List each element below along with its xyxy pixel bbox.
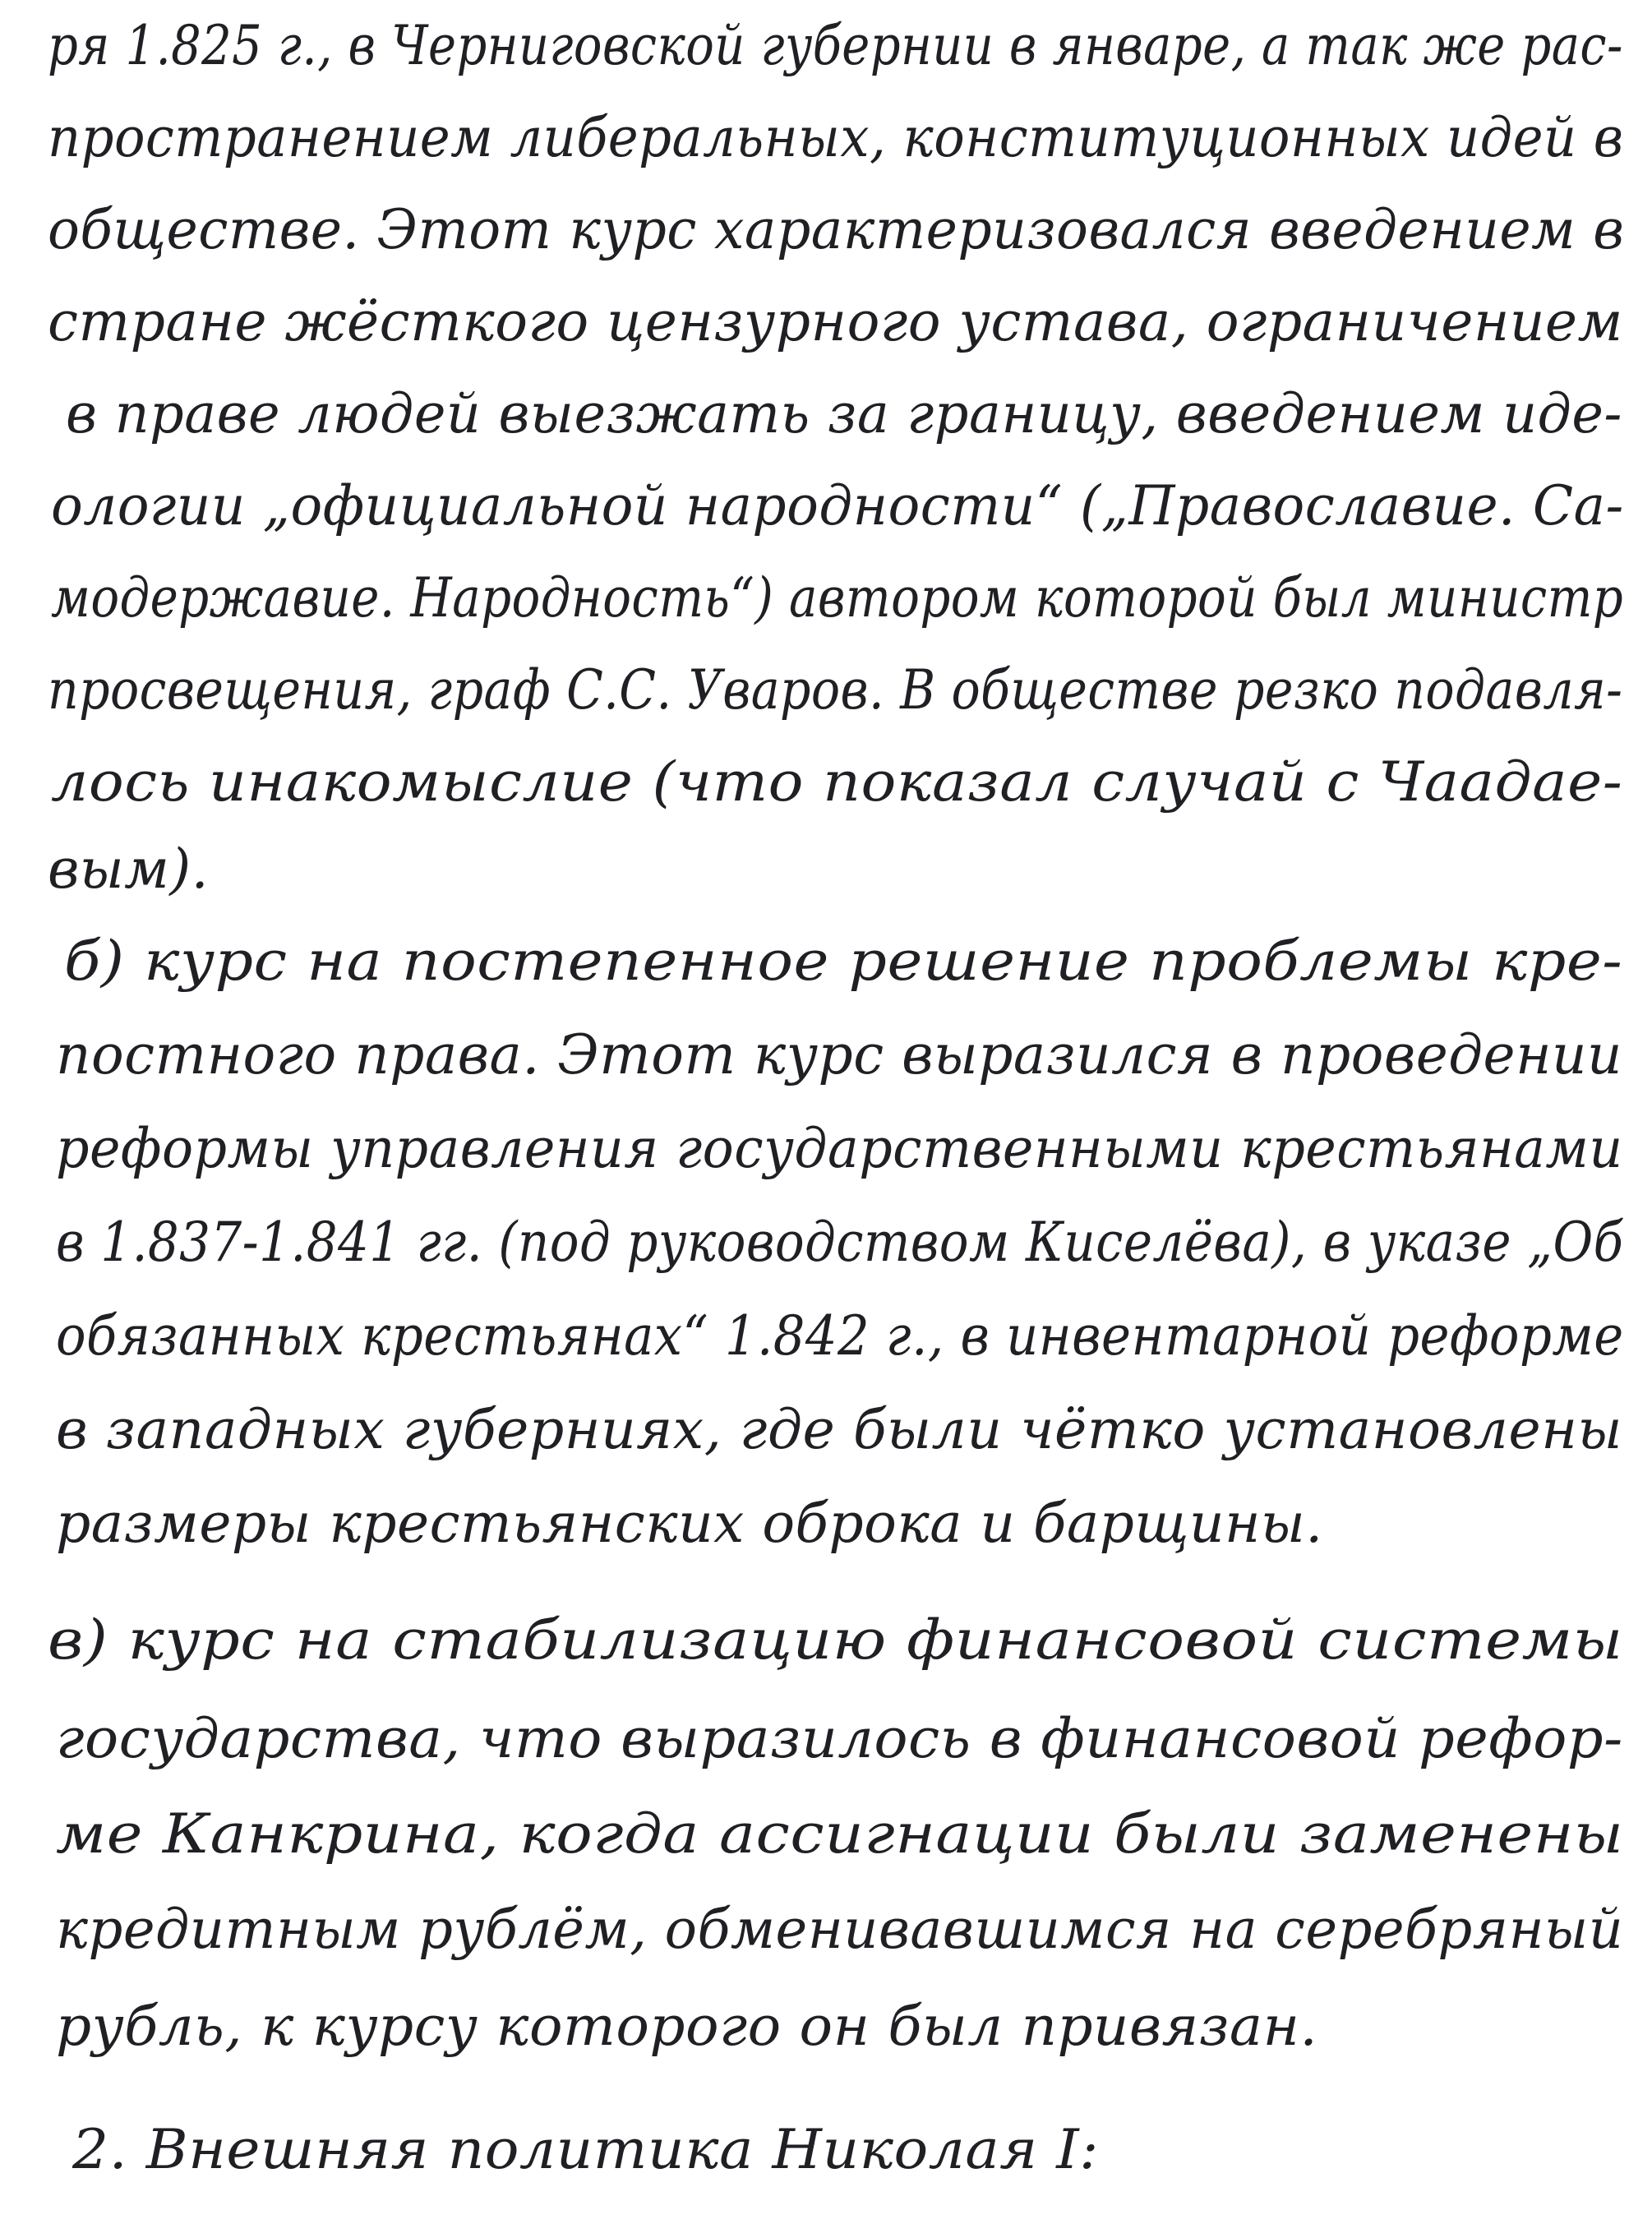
line-text: в западных губерниях, где были чётко установлены xyxy=(56,1398,1623,1461)
line-text: размеры крестьянских оброка и барщины. xyxy=(56,1492,1323,1555)
text-line xyxy=(0,0,1652,92)
line-text: обществе. Этот курс характеризовался введением в xyxy=(48,198,1625,261)
text-line xyxy=(0,916,1652,1008)
text-line xyxy=(0,736,1652,828)
line-text: обязанных крестьянах“ 1.842 г., в инвентарной реформе xyxy=(56,1304,1624,1368)
line-text: в праве людей выезжать за границу, введением иде- xyxy=(66,382,1622,445)
line-text: в 1.837-1.841 гг. (под руководством Киселёва), в указе „Об xyxy=(56,1211,1624,1274)
text-line xyxy=(0,368,1652,460)
text-line xyxy=(0,1197,1652,1289)
line-text: государства, что выразилось в финансовой рефор- xyxy=(56,1707,1623,1770)
line-text: кредитным рублём, обменивавшимся на серебряный xyxy=(56,1898,1624,1961)
text-line xyxy=(0,1981,1652,2073)
text-line xyxy=(0,2104,1652,2196)
line-text: лось инакомыслие (что показал случай с Чаадае- xyxy=(51,750,1623,814)
line-text: постного права. Этот курс выразился в проведении xyxy=(56,1023,1622,1087)
text-line xyxy=(0,460,1652,552)
line-text: вым). xyxy=(48,837,210,901)
text-line xyxy=(0,644,1652,736)
text-line xyxy=(0,1594,1652,1686)
text-line xyxy=(0,1009,1652,1101)
text-line xyxy=(0,824,1652,916)
line-text: 2. Внешняя политика Николая I: xyxy=(72,2118,1100,2181)
text-line xyxy=(0,92,1652,184)
line-text: просвещения, граф С.С. Уваров. В обществе резко подавля- xyxy=(48,658,1623,722)
line-text: б) курс на постепенное решение проблемы кре- xyxy=(64,930,1623,993)
line-text: реформы управления государственными крестьянами xyxy=(56,1117,1623,1180)
text-line xyxy=(0,1384,1652,1476)
text-line xyxy=(0,276,1652,368)
line-text: пространением либеральных, конституционных идей в xyxy=(48,106,1624,169)
line-text: ме Канкрина, когда ассигнации были заменены xyxy=(56,1802,1624,1866)
line-text: ологии „официальной народности“ („Православие. Са- xyxy=(51,474,1624,537)
line-text: в) курс на стабилизацию финансовой системы xyxy=(48,1608,1623,1672)
text-line xyxy=(0,1884,1652,1976)
text-line xyxy=(0,1103,1652,1195)
line-text: модержавие. Народность“) автором которой был министр xyxy=(51,566,1624,630)
line-text: рубль, к курсу которого он был привязан. xyxy=(56,1995,1318,2058)
line-text: ря 1.825 г., в Черниговской губернии в январе, а так же рас- xyxy=(48,14,1623,77)
text-line xyxy=(0,184,1652,276)
line-text: стране жёсткого цензурного устава, ограничением xyxy=(48,290,1623,353)
text-line xyxy=(0,1788,1652,1880)
text-line xyxy=(0,1693,1652,1785)
text-line xyxy=(0,1478,1652,1570)
text-line xyxy=(0,1290,1652,1382)
text-line xyxy=(0,552,1652,644)
